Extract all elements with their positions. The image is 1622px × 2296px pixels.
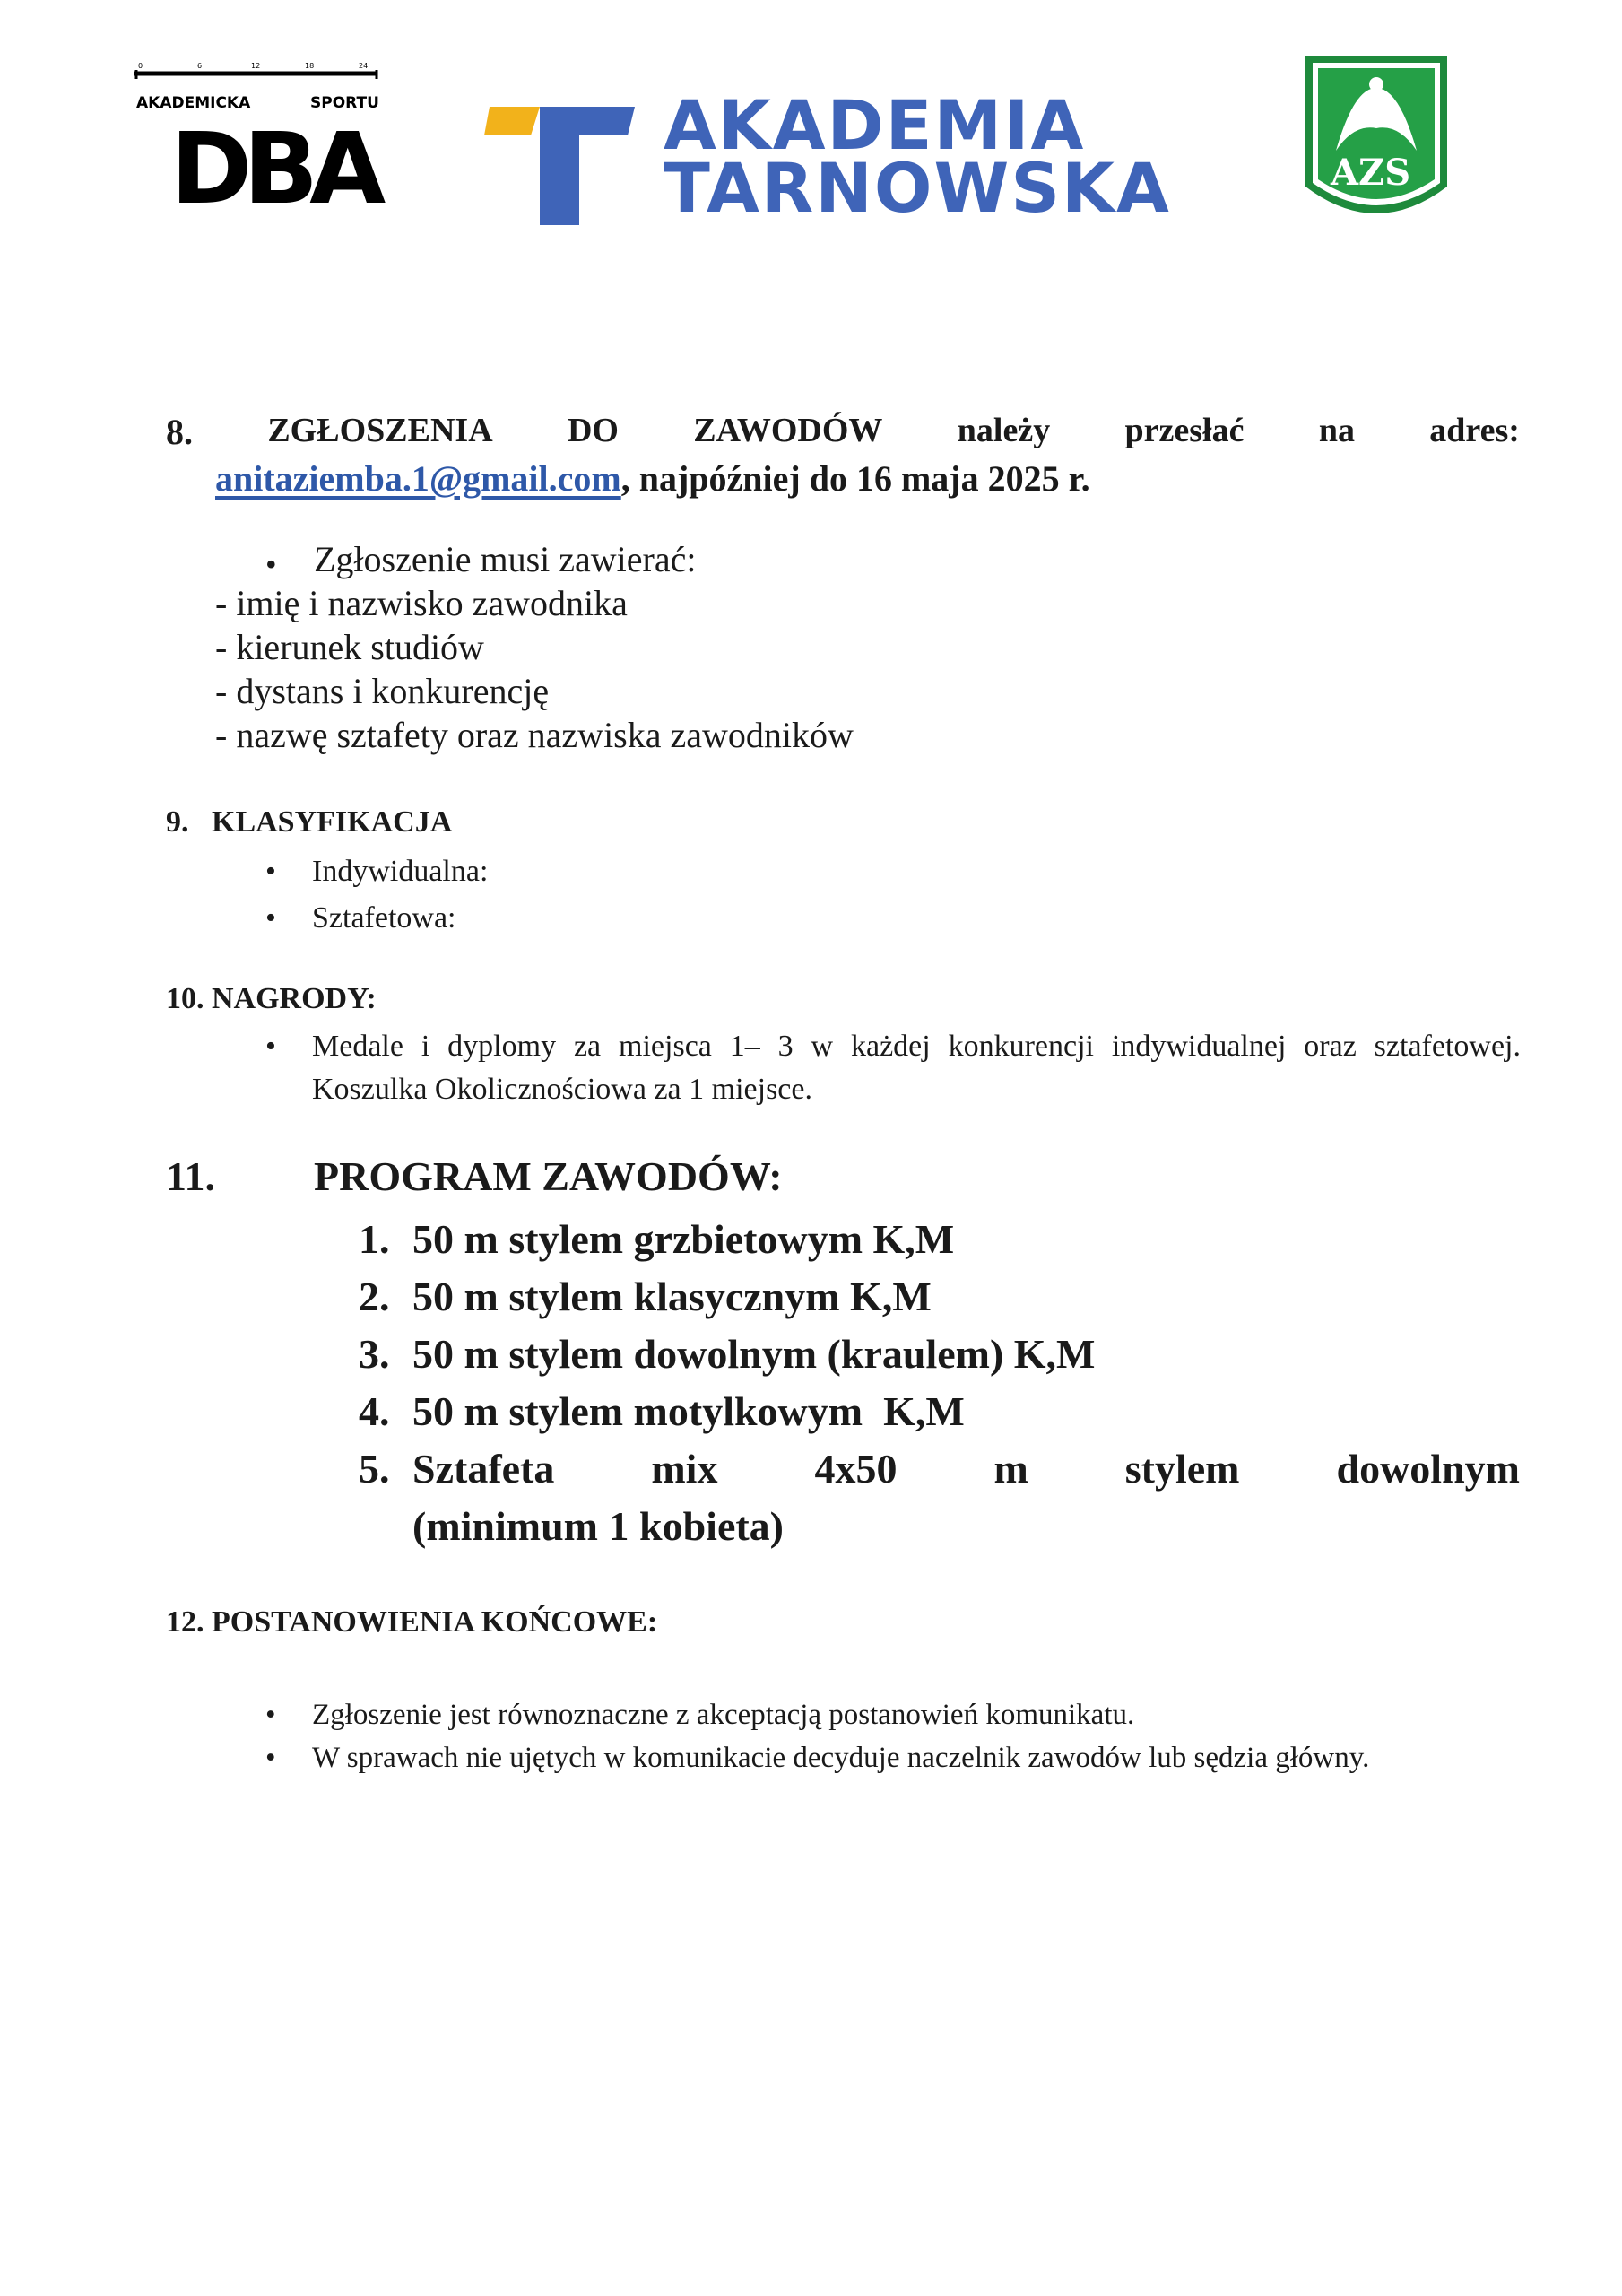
requirements-intro	[262, 538, 696, 580]
program-item-number: 3.	[359, 1331, 390, 1377]
list-item-text: Zgłoszenie jest równoznaczne z akceptacją postanowień komunikatu.	[312, 1699, 1135, 1731]
at-line2: TARNOWSKA	[664, 148, 1171, 228]
program-word: dowolnym	[1336, 1446, 1520, 1492]
list-item	[265, 1025, 1521, 1111]
program-item-text: 50 m stylem dowolnym (kraulem) K,M	[412, 1331, 1096, 1377]
requirement-item: - dystans i konkurencję	[215, 671, 550, 711]
sec11-title: PROGRAM ZAWODÓW:	[314, 1153, 783, 1199]
program-item-line2: (minimum 1 kobieta)	[412, 1503, 784, 1549]
list-item-text: Sztafetowa:	[312, 901, 456, 935]
sec12-list	[265, 1693, 1369, 1779]
akademia-tarnowska-logo	[484, 85, 1171, 238]
program-item	[359, 1383, 1520, 1440]
sec11-number: 11.	[166, 1153, 215, 1199]
list-item	[265, 1736, 1369, 1779]
program-item-number: 5.	[359, 1446, 390, 1492]
list-item	[265, 848, 488, 895]
dba-top-right: SPORTU	[310, 94, 379, 112]
sec8-word: przesłać	[1124, 412, 1245, 449]
dba-scale-24: 24	[359, 62, 369, 70]
sec8-word: DO	[567, 412, 619, 449]
program-item-text: 50 m stylem grzbietowym K,M	[412, 1216, 955, 1262]
dba-letters: DBA	[170, 111, 377, 226]
program-item-number: 4.	[359, 1388, 390, 1434]
sec8-heading	[166, 411, 1520, 453]
sec9-list	[265, 848, 488, 942]
list-item-text: W sprawach nie ujętych w komunikacie decyduje naczelnik zawodów lub sędzia główny.	[312, 1742, 1370, 1774]
program-word: Sztafeta	[412, 1446, 555, 1492]
list-item	[265, 895, 488, 942]
email-link[interactable]: anitaziemba.1@gmail.com	[215, 458, 621, 499]
program-word: stylem	[1124, 1446, 1240, 1492]
sec12-title: 12. POSTANOWIENIA KOŃCOWE:	[166, 1605, 658, 1639]
bullet-icon: •	[265, 1699, 276, 1731]
azs-logo	[1300, 52, 1453, 224]
dba-logo	[134, 62, 386, 226]
bullet-icon: •	[265, 1742, 276, 1774]
program-item	[359, 1211, 1520, 1268]
requirements-list	[215, 581, 854, 757]
list-item-text: Indywidualna:	[312, 855, 489, 888]
dba-scale-0: 0	[138, 62, 143, 70]
program-list	[359, 1211, 1520, 1555]
sec8-number: 8.	[166, 412, 193, 452]
program-item-number: 2.	[359, 1274, 390, 1319]
dba-scale-18: 18	[305, 62, 315, 70]
sec8-deadline: , najpóźniej do 16 maja 2025 r.	[620, 458, 1090, 499]
program-item-number: 1.	[359, 1216, 390, 1262]
sec8-word: na	[1318, 412, 1355, 449]
program-word: mix	[651, 1446, 718, 1492]
dba-scale-12: 12	[251, 62, 261, 70]
bullet-icon: •	[265, 855, 276, 888]
requirement-item: - nazwę sztafety oraz nazwiska zawodników	[215, 715, 854, 755]
requirements-intro-text: Zgłoszenie musi zawierać:	[314, 539, 697, 579]
sec9-title: 9. KLASYFIKACJA	[166, 805, 453, 839]
program-word: 4x50	[814, 1446, 898, 1492]
bullet-icon: •	[265, 546, 277, 582]
program-item	[359, 1268, 1520, 1326]
header-logos	[0, 0, 1622, 251]
requirement-item: - imię i nazwisko zawodnika	[215, 583, 628, 623]
program-item	[359, 1440, 1520, 1555]
sec10-title: 10. NAGRODY:	[166, 982, 377, 1015]
dba-scale-6: 6	[197, 62, 203, 70]
program-item-text: 50 m stylem motylkowym K,M	[412, 1388, 965, 1434]
dba-top-left: AKADEMICKA	[136, 94, 251, 112]
sec10-list	[265, 1025, 1521, 1111]
program-item-text: 50 m stylem klasycznym K,M	[412, 1274, 932, 1319]
bullet-icon: •	[265, 1030, 276, 1063]
program-word: m	[993, 1446, 1028, 1492]
sec8-word: ZAWODÓW	[693, 412, 883, 449]
sec8-word: adres:	[1429, 412, 1520, 449]
azs-letters: AZS	[1331, 152, 1411, 194]
sec8-email-line	[215, 457, 1090, 500]
list-item-text: Medale i dyplomy za miejsca 1– 3 w każdej konkurencji indywidualnej oraz sztafetowej. Koszulka Okolicznościowa za 1 miejsce.	[312, 1030, 1521, 1106]
requirement-item: - kierunek studiów	[215, 627, 484, 667]
program-item	[359, 1326, 1520, 1383]
sec8-word: ZGŁOSZENIA	[267, 412, 493, 449]
sec8-word: należy	[957, 412, 1051, 449]
list-item	[265, 1693, 1369, 1736]
program-item-line1	[412, 1440, 1520, 1498]
bullet-icon: •	[265, 901, 276, 935]
at-line1: AKADEMIA	[664, 85, 1086, 165]
